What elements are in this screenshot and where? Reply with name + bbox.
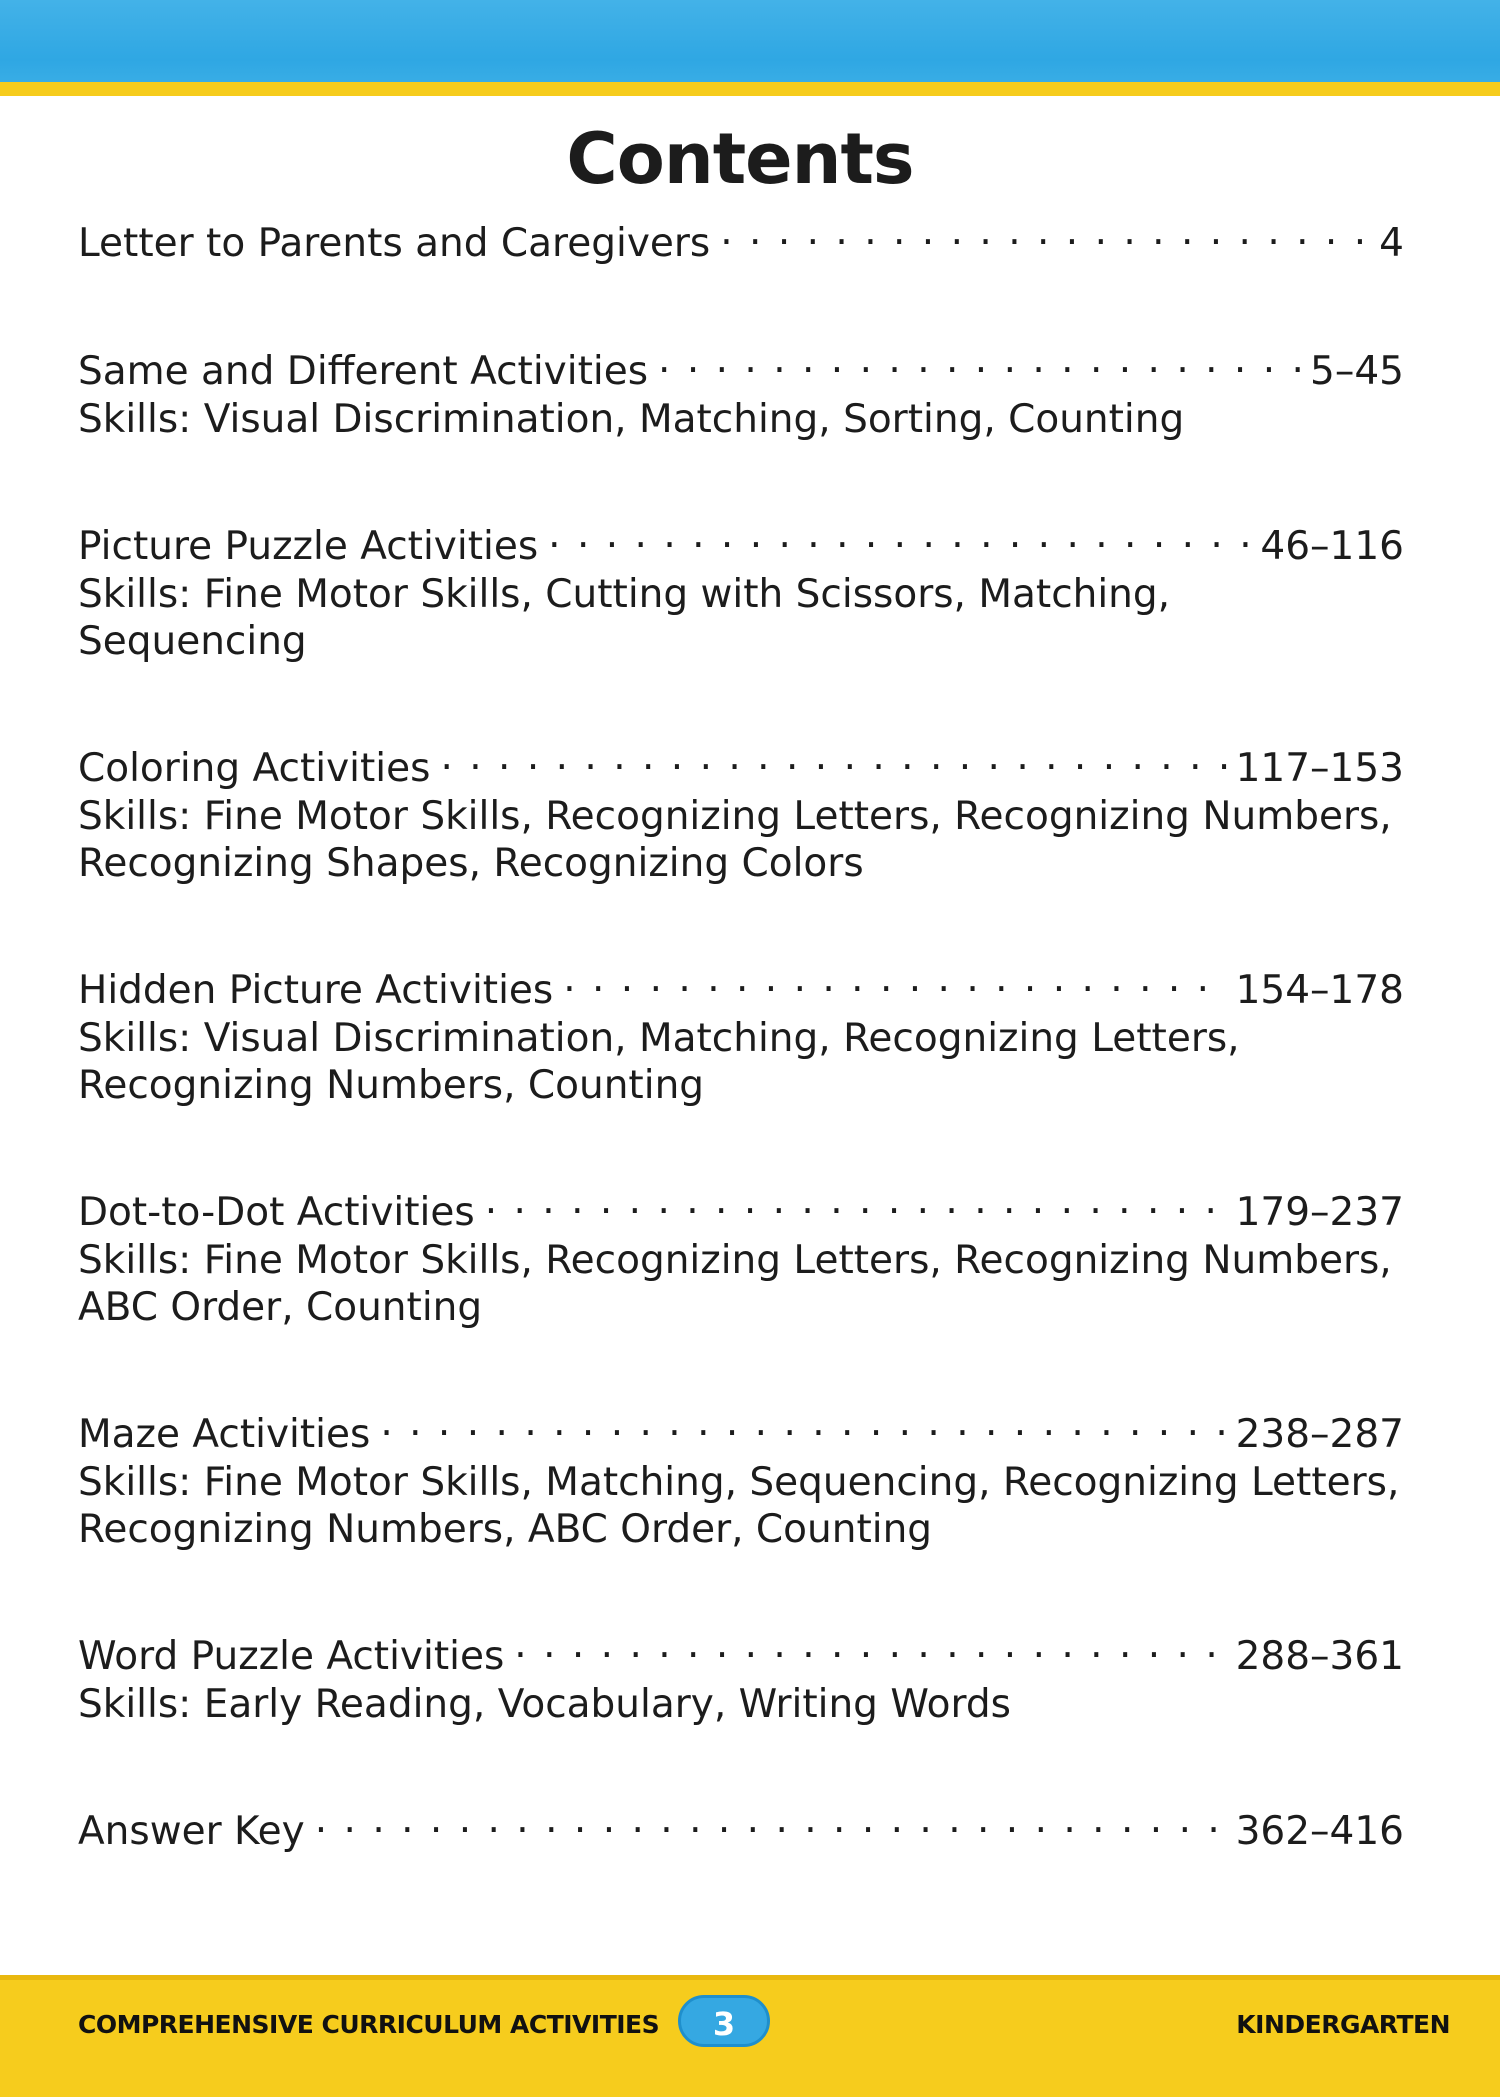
toc-entry-pages: 4 xyxy=(1379,221,1404,266)
dot-leader xyxy=(563,955,1227,1003)
toc-entry-maze[interactable] xyxy=(78,1399,1404,1553)
dot-leader xyxy=(658,336,1302,384)
toc-entry-skills: Skills: Visual Discrimination, Matching, Recognizing Letters, xyxy=(78,1016,1240,1061)
toc-entry-title: Letter to Parents and Caregivers xyxy=(78,221,711,266)
toc-entry-title: Coloring Activities xyxy=(78,746,431,791)
toc-entry-pages: 238–287 xyxy=(1235,1412,1404,1457)
toc-entry-letter[interactable] xyxy=(78,208,1404,268)
toc-entry-title: Same and Different Activities xyxy=(78,349,649,394)
toc-entry-pages: 179–237 xyxy=(1235,1190,1404,1235)
header-stripe xyxy=(0,82,1500,96)
dot-leader xyxy=(440,733,1227,781)
dot-leader xyxy=(485,1177,1228,1225)
toc-entry-answer-key[interactable] xyxy=(78,1796,1404,1856)
toc-entry-title: Answer Key xyxy=(78,1809,305,1854)
toc-entry-title: Dot-to-Dot Activities xyxy=(78,1190,475,1235)
toc-entry-title: Picture Puzzle Activities xyxy=(78,524,539,569)
toc-entry-skills-continued: Recognizing Numbers, Counting xyxy=(78,1063,705,1108)
footer-grade-level: KINDERGARTEN xyxy=(1236,2010,1450,2039)
toc-entry-word-puzzle[interactable] xyxy=(78,1621,1404,1728)
toc-entry-title: Maze Activities xyxy=(78,1412,371,1457)
toc-entry-pages: 46–116 xyxy=(1260,524,1404,569)
page-title: Contents xyxy=(566,118,914,200)
dot-leader xyxy=(514,1621,1227,1669)
toc-entry-dot-to-dot[interactable] xyxy=(78,1177,1404,1331)
footer-divider xyxy=(0,1975,1500,1980)
toc-entry-skills-continued: Recognizing Shapes, Recognizing Colors xyxy=(78,841,864,886)
toc-entry-skills: Skills: Fine Motor Skills, Matching, Sequencing, Recognizing Letters, xyxy=(78,1460,1400,1505)
toc-entry-skills-continued: Recognizing Numbers, ABC Order, Counting xyxy=(78,1507,933,1552)
toc-entry-skills: Skills: Fine Motor Skills, Cutting with Scissors, Matching, Sequencing xyxy=(78,572,1171,664)
toc-entry-title: Word Puzzle Activities xyxy=(78,1634,505,1679)
toc-entry-pages: 288–361 xyxy=(1235,1634,1404,1679)
toc-entry-skills: Skills: Fine Motor Skills, Recognizing Letters, Recognizing Numbers, xyxy=(78,794,1392,839)
dot-leader xyxy=(548,511,1252,559)
dot-leader xyxy=(720,208,1371,256)
toc-entry-skills: Skills: Fine Motor Skills, Recognizing Letters, Recognizing Numbers, xyxy=(78,1238,1392,1283)
toc-entry-pages: 362–416 xyxy=(1235,1809,1404,1854)
toc-entry-skills-continued: ABC Order, Counting xyxy=(78,1285,483,1330)
page-number-badge: 3 xyxy=(678,1995,770,2047)
toc-entry-skills: Skills: Early Reading, Vocabulary, Writing Words xyxy=(78,1682,1011,1727)
toc-entry-picture-puzzle[interactable] xyxy=(78,511,1404,665)
toc-entry-pages: 5–45 xyxy=(1310,349,1404,394)
table-of-contents xyxy=(78,208,1404,1856)
toc-entry-hidden-picture[interactable] xyxy=(78,955,1404,1109)
toc-entry-coloring[interactable] xyxy=(78,733,1404,887)
toc-entry-pages: 117–153 xyxy=(1235,746,1404,791)
header-band xyxy=(0,0,1500,86)
toc-entry-pages: 154–178 xyxy=(1235,968,1404,1013)
toc-entry-title: Hidden Picture Activities xyxy=(78,968,554,1013)
dot-leader xyxy=(315,1796,1228,1844)
footer-book-title: COMPREHENSIVE CURRICULUM ACTIVITIES xyxy=(78,2010,660,2039)
dot-leader xyxy=(380,1399,1227,1447)
toc-entry-skills: Skills: Visual Discrimination, Matching, Sorting, Counting xyxy=(78,397,1185,442)
toc-entry-same-different[interactable] xyxy=(78,336,1404,443)
